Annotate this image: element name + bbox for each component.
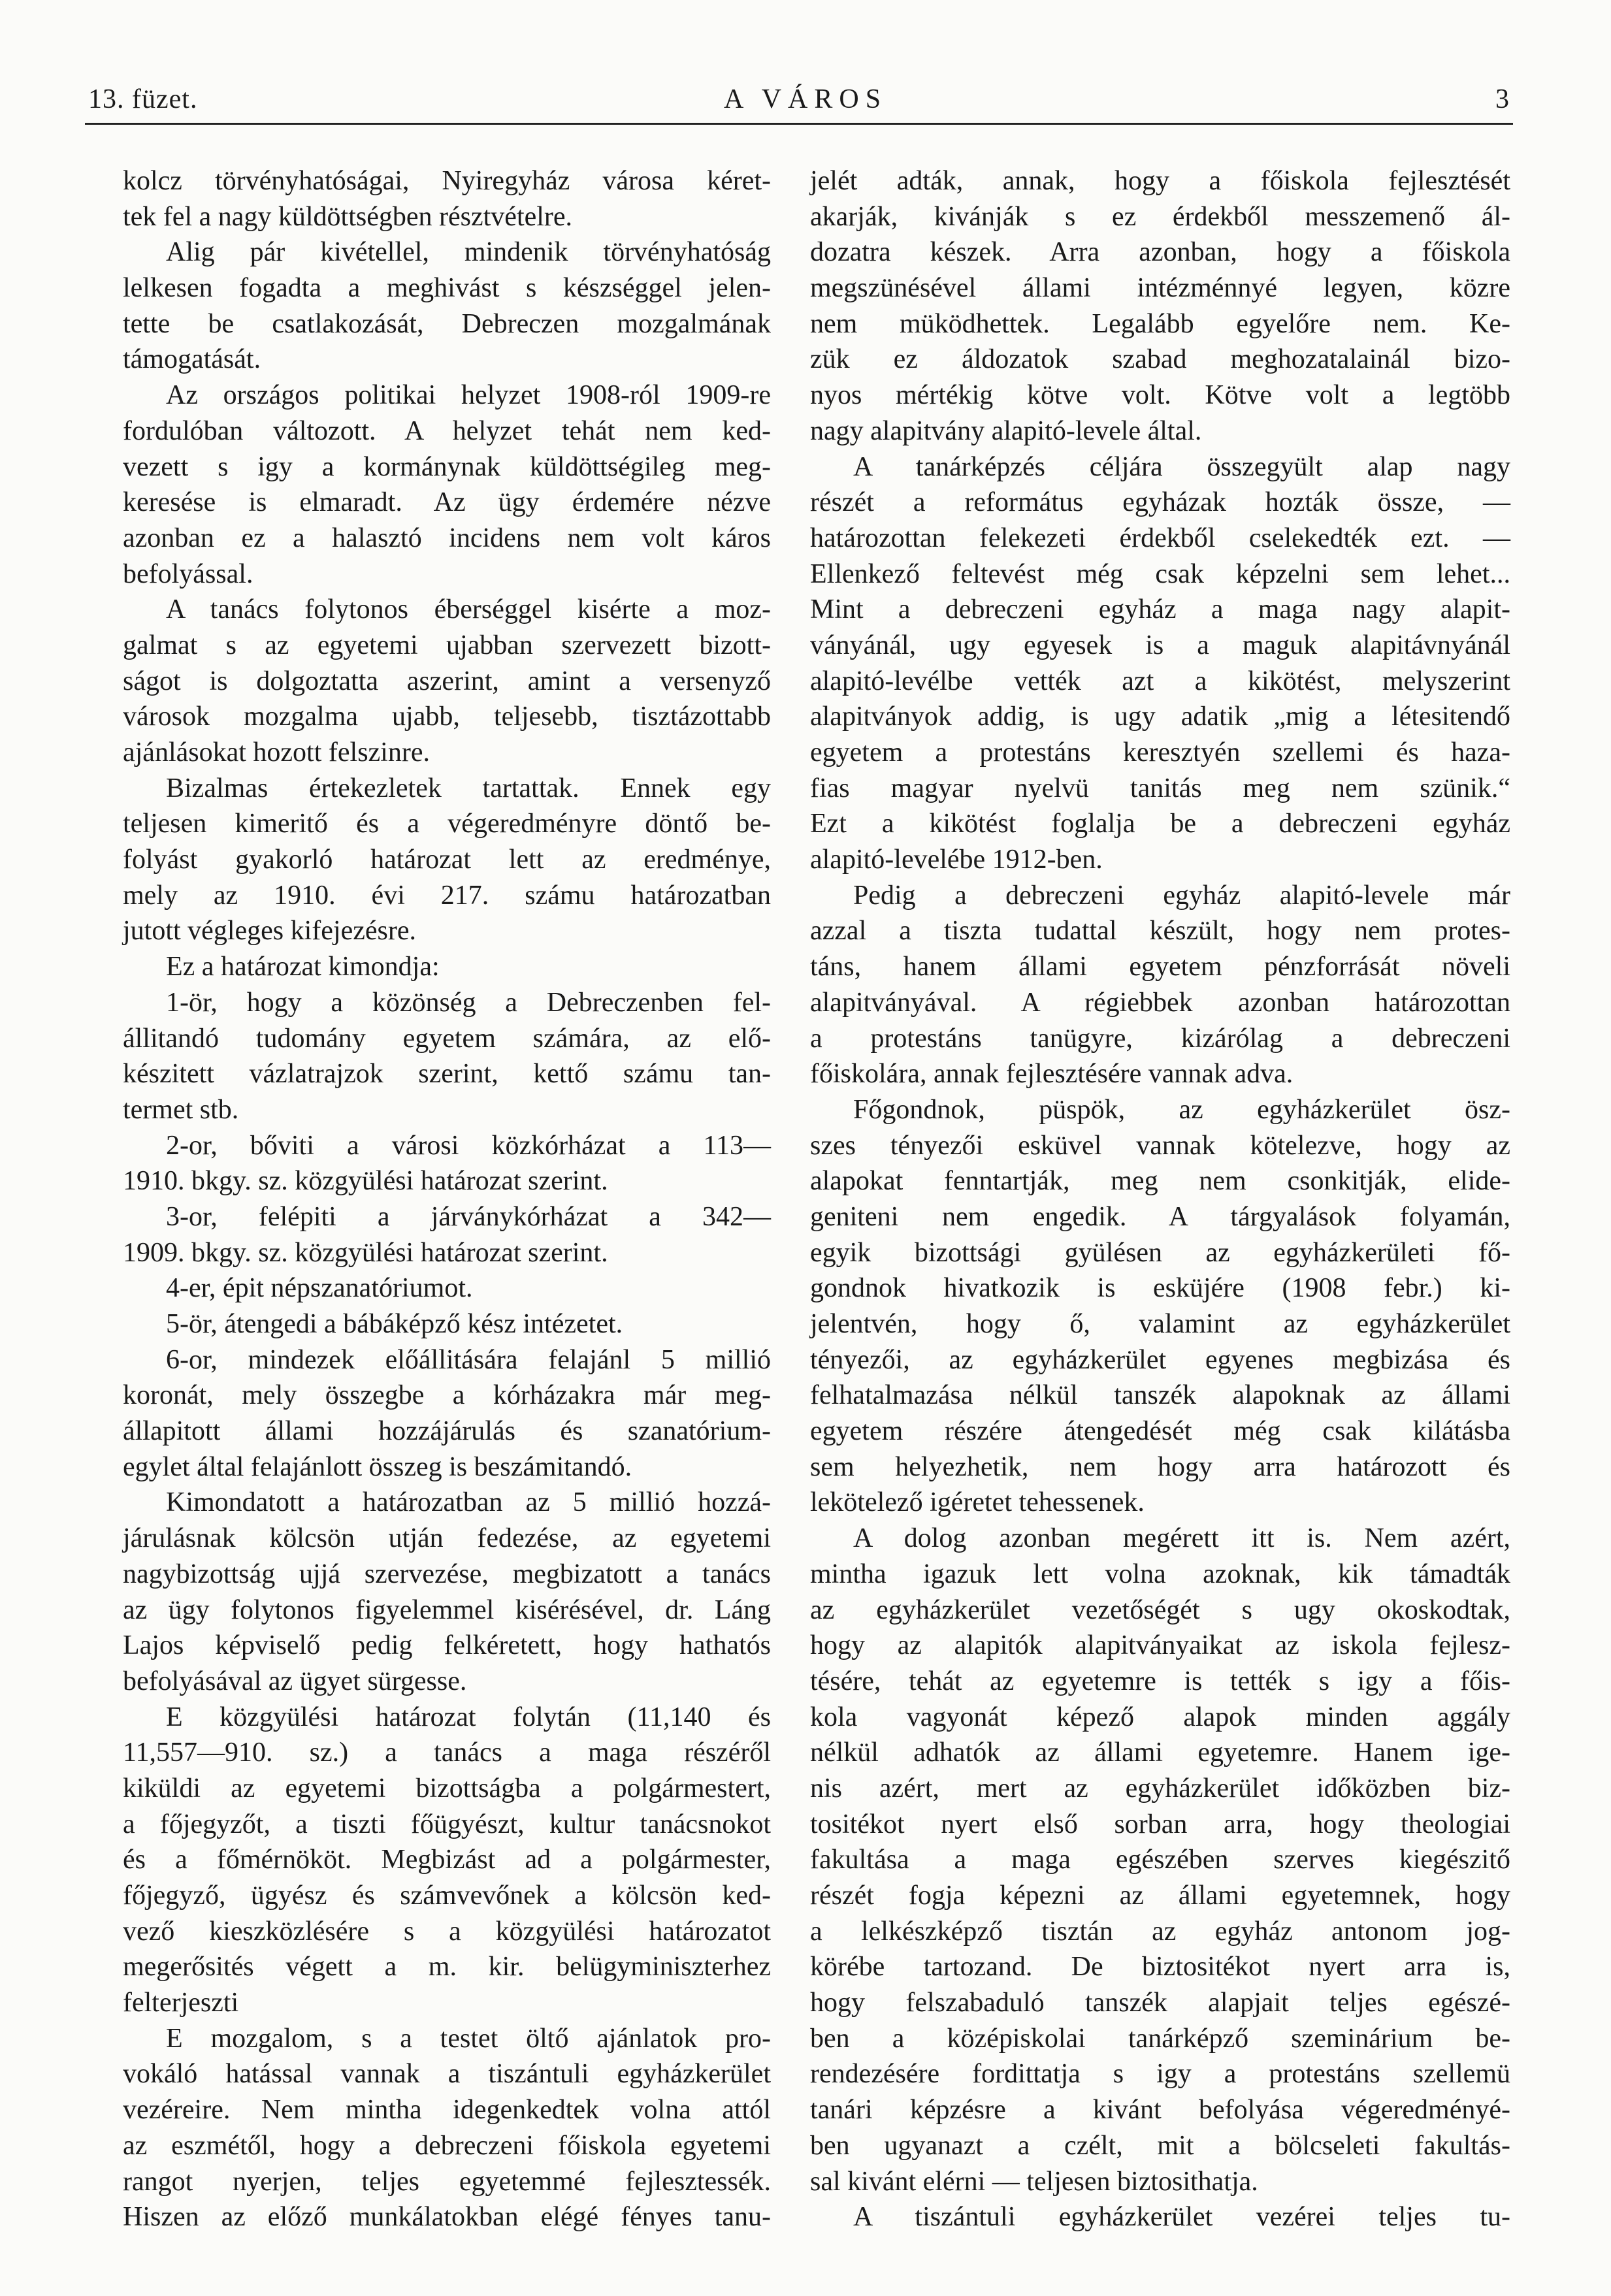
text-line: megerősités végett a m. kir. belügyminiszterhez: [123, 1952, 771, 1982]
paragraph: [123, 1700, 771, 2021]
text-line: ajánlásokat hozott felszinre.: [123, 737, 430, 768]
text-line: tésére, tehát az egyetemre is tették s igy a főis-: [810, 1666, 1510, 1696]
paragraph: [810, 1092, 1510, 1521]
text-line: Ezt a kikötést foglalja be a debreczeni egyház: [810, 809, 1510, 839]
text-line: 3-or, felépiti a járványkórházat a 342—: [166, 1201, 771, 1232]
text-line: tositékot nyert első sorban arra, hogy theologiai: [810, 1809, 1510, 1839]
text-line: körébe tartozand. De biztositékot nyert arra is,: [810, 1952, 1510, 1982]
text-line: Hiszen az előző munkálatokban elégé fényes tanu-: [123, 2202, 771, 2233]
text-line: geniteni nem engedik. A tárgyalások folyamán,: [810, 1201, 1510, 1232]
text-line: teljesen kimeritő és a végeredményre döntő be-: [123, 809, 771, 839]
text-line: főjegyző, ügyész és számvevőnek a kölcsön ked-: [123, 1881, 771, 1911]
text-line: tette be csatlakozását, Debreczen mozgalmának: [123, 308, 771, 339]
text-line: A dolog azonban megérett itt is. Nem azért,: [853, 1523, 1510, 1554]
text-line: sal kivánt elérni — teljesen biztosithatja.: [810, 2166, 1258, 2197]
text-line: 4-er, épit népszanatóriumot.: [166, 1273, 473, 1304]
text-line: Alig pár kivétellel, mindenik törvényhatóság: [166, 237, 771, 268]
paragraph: [123, 1306, 771, 1342]
text-line: alapokat fenntartják, meg nem csonkitják, elide-: [810, 1166, 1510, 1197]
text-line: Bizalmas értekezletek tartattak. Ennek egy: [166, 773, 771, 803]
text-line: Ellenkező feltevést még csak képzelni sem lehet...: [810, 558, 1510, 589]
paragraph: [123, 771, 771, 949]
paragraph: [123, 163, 771, 234]
text-line: állapitott állami hozzájárulás és szanatórium-: [123, 1416, 771, 1447]
text-line: 1-ör, hogy a közönség a Debreczenben fel-: [166, 987, 771, 1018]
text-line: lelkesen fogadta a meghivást s készséggel jelen-: [123, 273, 771, 304]
journal-title: A VÁROS: [723, 84, 888, 114]
paragraph: [123, 985, 771, 1128]
text-line: nem müködhettek. Legalább egyelőre nem. Ke-: [810, 308, 1510, 339]
text-line: részét fogja képezni az állami egyetemnek, hogy: [810, 1881, 1510, 1911]
paragraph: [123, 2021, 771, 2235]
text-line: egylet által felajánlott összeg is beszámitandó.: [123, 1451, 632, 1482]
text-column-right: [810, 163, 1510, 2235]
paragraph: [810, 878, 1510, 1092]
text-line: alapitványok addig, is ugy adatik „mig a létesitendő: [810, 702, 1510, 732]
paragraph: [123, 234, 771, 378]
text-line: Pedig a debreczeni egyház alapitó-levele már: [853, 880, 1510, 911]
paragraph: [123, 949, 771, 985]
text-line: határozottan felekezeti érdekből cselekedték ezt. —: [810, 523, 1510, 553]
paragraph: [123, 378, 771, 592]
text-line: tanári képzésre a kivánt befolyása végeredményé-: [810, 2095, 1510, 2126]
paragraph: [123, 1342, 771, 1485]
text-line: vezett s igy a kormánynak küldöttségileg meg-: [123, 451, 771, 482]
text-line: fordulóban változott. A helyzet tehát nem ked-: [123, 415, 771, 446]
text-line: megszünésével állami intézménnyé legyen, közre: [810, 273, 1510, 304]
text-line: ben ugyanazt a czélt, mit a bölcseleti fakultás-: [810, 2130, 1510, 2161]
text-column-left: [123, 163, 771, 2235]
text-line: alapitványával. A régiebbek azonban határozottan: [810, 987, 1510, 1018]
text-line: 2-or, bőviti a városi közkórházat a 113—: [166, 1130, 771, 1161]
text-line: felterjeszti: [123, 1988, 239, 2018]
text-line: ben a középiskolai tanárképző szeminárium be-: [810, 2023, 1510, 2054]
paragraph: [123, 1128, 771, 1199]
text-line: Főgondnok, püspök, az egyházkerület ösz-: [853, 1094, 1510, 1125]
issue-number: 13. füzet.: [88, 84, 198, 114]
text-line: vokáló hatással vannak a tiszántuli egyházkerület: [123, 2059, 771, 2090]
text-line: Ez a határozat kimondja:: [166, 952, 440, 982]
text-line: a protestáns tanügyre, kizárólag a debreczeni: [810, 1023, 1510, 1054]
text-line: főiskolára, annak fejlesztésére vannak adva.: [810, 1059, 1294, 1090]
text-line: felhatalmazása nélkül tanszék alapoknak az állami: [810, 1380, 1510, 1411]
text-line: vezéreire. Nem mintha idegenkedtek volna attól: [123, 2095, 771, 2126]
text-line: Az országos politikai helyzet 1908-ról 1909-re: [166, 380, 771, 411]
paragraph: [810, 449, 1510, 878]
page-number: 3: [1495, 84, 1510, 114]
text-line: táns, hanem állami egyetem pénzforrását növeli: [810, 952, 1510, 982]
text-line: nis azért, mert az egyházkerület időközben biz-: [810, 1773, 1510, 1803]
text-line: koronát, mely összegbe a kórházakra már meg-: [123, 1380, 771, 1411]
text-line: alapitó-levélbe vették azt a kikötést, melyszerint: [810, 666, 1510, 696]
text-line: lekötelező igéretet tehessenek.: [810, 1487, 1145, 1518]
text-line: szes tényezői esküvel vannak kötelezve, hogy az: [810, 1130, 1510, 1161]
text-line: a lelkészképző tisztán az egyház antonom jog-: [810, 1916, 1510, 1947]
text-line: azonban ez a halasztó incidens nem volt káros: [123, 523, 771, 553]
text-line: 6-or, mindezek előállitására felajánl 5 millió: [166, 1344, 771, 1375]
paragraph: [123, 1485, 771, 1699]
text-line: támogatását.: [123, 344, 261, 375]
text-line: E mozgalom, s a testet öltő ajánlatok pro-: [166, 2023, 771, 2054]
text-line: hogy az alapitók alapitványaikat az iskola fejlesz-: [810, 1630, 1510, 1661]
text-line: befolyással.: [123, 558, 253, 589]
text-line: nélkül adhatók az állami egyetemre. Hanem ige-: [810, 1738, 1510, 1768]
text-line: állitandó tudomány egyetem számára, az elő-: [123, 1023, 771, 1054]
text-line: folyást gyakorló határozat lett az eredménye,: [123, 845, 771, 875]
text-line: nagy alapitvány alapitó-levele által.: [810, 415, 1202, 446]
paragraph: [810, 2199, 1510, 2235]
text-line: hogy felszabaduló tanszék alapjait teljes egészé-: [810, 1988, 1510, 2018]
paragraph: [123, 1199, 771, 1270]
text-line: azzal a tiszta tudattal készült, hogy nem protes-: [810, 916, 1510, 946]
text-line: Kimondatott a határozatban az 5 millió hozzá-: [166, 1487, 771, 1518]
text-line: vező kieszközlésére s a közgyülési határozatot: [123, 1916, 771, 1947]
text-line: E közgyülési határozat folytán (11,140 és: [166, 1702, 771, 1732]
text-line: befolyásával az ügyet sürgesse.: [123, 1666, 467, 1696]
text-line: keresése is elmaradt. Az ügy érdemére nézve: [123, 487, 771, 518]
text-line: ságot is dolgoztatta aszerint, amint a versenyző: [123, 666, 771, 696]
text-line: mintha igazuk lett volna azoknak, kik támadták: [810, 1559, 1510, 1589]
text-line: Lajos képviselő pedig felkéretett, hogy hathatós: [123, 1630, 771, 1661]
text-line: fias magyar nyelvü tanitás meg nem szünik.“: [810, 773, 1510, 803]
text-line: kola vagyonát képező alapok minden aggály: [810, 1702, 1510, 1732]
text-line: tényezői, az egyházkerület egyenes megbizása és: [810, 1344, 1510, 1375]
text-line: rangot nyerjen, teljes egyetemmé fejlesztessék.: [123, 2166, 771, 2197]
text-line: jelentvén, hogy ő, valamint az egyházkerület: [810, 1309, 1510, 1339]
text-line: és a főmérnököt. Megbizást ad a polgármester,: [123, 1845, 771, 1875]
text-line: az eszmétől, hogy a debreczeni főiskola egyetemi: [123, 2130, 771, 2161]
text-line: A tanárképzés céljára összegyült alap nagy: [853, 451, 1510, 482]
paragraph: [123, 592, 771, 770]
text-line: járulásnak kölcsön utján fedezése, az egyetemi: [123, 1523, 771, 1554]
text-line: egyetem a protestáns keresztyén szellemi és haza-: [810, 737, 1510, 768]
text-line: alapitó-levelébe 1912-ben.: [810, 845, 1103, 875]
text-line: az ügy folytonos figyelemmel kisérésével, dr. Láng: [123, 1594, 771, 1625]
text-line: rendezésére fordittatja s igy a protestáns szellemü: [810, 2059, 1510, 2090]
text-line: 1910. bkgy. sz. közgyülési határozat szerint.: [123, 1166, 608, 1197]
text-line: kiküldi az egyetemi bizottságba a polgármestert,: [123, 1773, 771, 1803]
text-line: kolcz törvényhatóságai, Nyiregyház városa kéret-: [123, 166, 771, 196]
text-line: A tanács folytonos éberséggel kisérte a moz-: [166, 594, 771, 625]
text-line: dozatra készek. Arra azonban, hogy a főiskola: [810, 237, 1510, 268]
text-line: jutott végleges kifejezésre.: [123, 916, 416, 946]
text-line: galmat s az egyetemi ujabban szervezett bizott-: [123, 630, 771, 660]
text-line: akarják, kivánják s ez érdekből messzemenő ál-: [810, 201, 1510, 232]
text-line: az egyházkerület vezetőségét s ugy okoskodtak,: [810, 1594, 1510, 1625]
header-rule: [85, 123, 1513, 125]
paragraph: [123, 1270, 771, 1306]
text-line: fakultása a maga egészében szerves kiegészitő: [810, 1845, 1510, 1875]
text-line: zük ez áldozatok szabad meghozatalainál bizo-: [810, 344, 1510, 375]
text-line: mely az 1910. évi 217. számu határozatban: [123, 880, 771, 911]
text-line: 5-ör, átengedi a bábáképző kész intézetet.: [166, 1309, 623, 1339]
text-line: Mint a debreczeni egyház a maga nagy alapit-: [810, 594, 1510, 625]
text-line: gondnok hivatkozik is esküjére (1908 febr.) ki-: [810, 1273, 1510, 1304]
text-line: 1909. bkgy. sz. közgyülési határozat szerint.: [123, 1237, 608, 1268]
text-line: sem helyezhetik, nem hogy arra határozott és: [810, 1451, 1510, 1482]
text-line: a főjegyzőt, a tiszti főügyészt, kultur tanácsnokot: [123, 1809, 771, 1839]
text-line: 11,557—910. sz.) a tanács a maga részéről: [123, 1738, 771, 1768]
text-line: termet stb.: [123, 1094, 239, 1125]
text-line: A tiszántuli egyházkerület vezérei teljes tu-: [853, 2202, 1510, 2233]
text-line: egyetem részére átengedését még csak kilátásba: [810, 1416, 1510, 1447]
text-line: nyos mértékig kötve volt. Kötve volt a legtöbb: [810, 380, 1510, 411]
text-line: ványánál, ugy egyesek is a maguk alapitávnyánál: [810, 630, 1510, 660]
text-line: egyik bizottsági gyülésen az egyházkerületi fő-: [810, 1237, 1510, 1268]
paragraph: [810, 1521, 1510, 2199]
text-line: tek fel a nagy küldöttségben résztvételre.: [123, 201, 573, 232]
text-line: nagybizottság ujjá szervezése, megbizatott a tanács: [123, 1559, 771, 1589]
text-line: jelét adták, annak, hogy a főiskola fejlesztését: [810, 166, 1510, 196]
text-line: készitett vázlatrajzok szerint, kettő számu tan-: [123, 1059, 771, 1090]
paragraph: [810, 163, 1510, 449]
text-line: részét a református egyházak hozták össze, —: [810, 487, 1510, 518]
text-line: városok mozgalma ujabb, teljesebb, tisztázottabb: [123, 702, 771, 732]
